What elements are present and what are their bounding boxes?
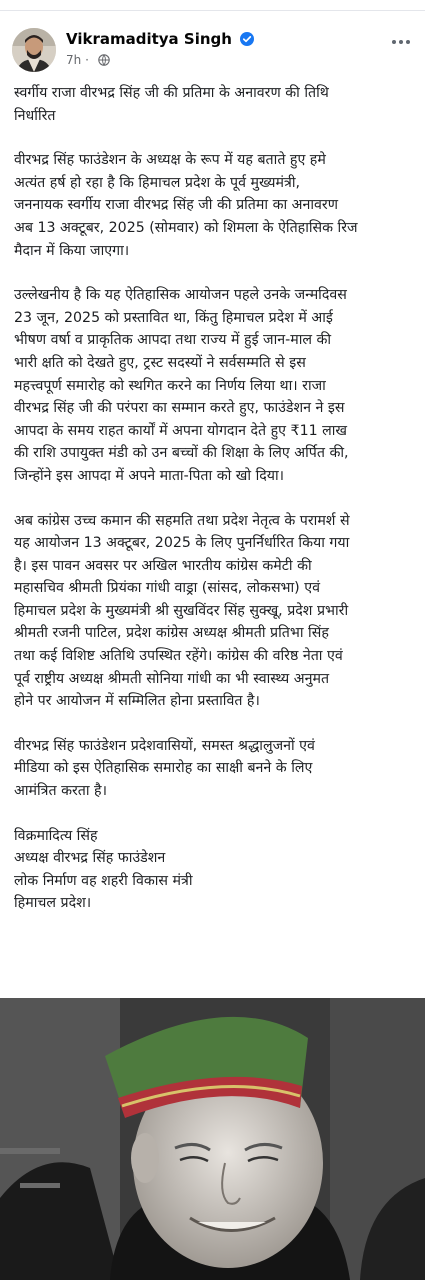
post-header bbox=[0, 20, 425, 72]
post-paragraph-3: अब कांग्रेस उच्च कमान की सहमति तथा प्रदेश नेतृत्व के परामर्श से यह आयोजन 13 अक्टूबर, 2025 के लिए पुनर्निर्धारित किया गया है। इस पावन अवसर पर अखिल भारतीय कांग्रेस कमेटी की महासचिव श्रीमती प्रियंका गांधी वाड्रा (सांसद, लोकसभा) एवं हिमाचल प्रदेश के मुख्यमंत्री श्री सुखविंदर सिंह सुक्खू, प्रदेश प्रभारी श्रीमती रजनी पाटिल, प्रदेश कांग्रेस अध्यक्ष श्रीमती प्रतिभा सिंह तथा कई विशिष्ट अतिथि उपस्थित रहेंगे। कांग्रेस की वरिष्ठ नेता एवं पूर्व राष्ट्रीय अध्यक्ष श्रीमती सोनिया गांधी का भी स्वास्थ्य अनुमत होने पर आयोजन में सम्मिलित होना प्रस्तावित है। bbox=[14, 512, 350, 710]
author-name[interactable] bbox=[66, 30, 254, 50]
meta-dot: · bbox=[81, 53, 89, 67]
more-options-icon[interactable] bbox=[389, 30, 413, 54]
post-meta bbox=[66, 53, 110, 69]
verified-badge-icon bbox=[240, 32, 254, 50]
post-title: स्वर्गीय राजा वीरभद्र सिंह जी की प्रतिमा के अनावरण की तिथि निर्धारित bbox=[14, 85, 329, 124]
post-paragraph-1: वीरभद्र सिंह फाउंडेशन के अध्यक्ष के रूप में यह बताते हुए हमे अत्यंत हर्ष हो रहा है कि हिमाचल प्रदेश के पूर्व मुख्यमंत्री, जननायक स्वर्गीय राजा वीरभद्र सिंह जी की प्रतिमा का अनावरण अब 13 अक्टूबर, 2025 (सोमवार) को शिमला के ऐतिहासिक रिज मैदान में किया जाएगा। bbox=[14, 152, 358, 259]
post-signature: विक्रमादित्य सिंह अध्यक्ष वीरभद्र सिंह फाउंडेशन लोक निर्माण वह शहरी विकास मंत्री हिमाचल प्रदेश। bbox=[14, 827, 193, 912]
avatar[interactable] bbox=[12, 28, 56, 72]
post-time[interactable]: 7h bbox=[66, 53, 82, 67]
post-paragraph-2: उल्लेखनीय है कि यह ऐतिहासिक आयोजन पहले उनके जन्मदिवस 23 जून, 2025 को प्रस्तावित था, किंतु हिमाचल प्रदेश में आई भीषण वर्षा व प्राकृतिक आपदा तथा राज्य में हुई जान-माल की भारी क्षति को देखते हुए, ट्रस्ट सदस्यों ने सर्वसम्मति से इस महत्त्वपूर्ण समारोह को स्थगित करने का निर्णय लिया था। राजा वीरभद्र सिंह जी की परंपरा का सम्मान करते हुए, फाउंडेशन ने इस आपदा के समय राहत कार्यों में अपना योगदान देते हुए ₹11 लाख की राशि उपायुक्त मंडी को उन बच्चों की शिक्षा के लिए अर्पित की, जिन्होंने इस आपदा में अपने माता-पिता को खो दिया। bbox=[14, 287, 349, 484]
post-paragraph-4: वीरभद्र सिंह फाउंडेशन प्रदेशवासियों, समस्त श्रद्धालुजनों एवं मीडिया को इस ऐतिहासिक समारोह का साक्षी बनने के लिए आमंत्रित करता है। bbox=[14, 737, 315, 800]
post-body bbox=[14, 82, 414, 915]
author-name-text[interactable]: Vikramaditya Singh bbox=[66, 30, 232, 48]
top-divider bbox=[0, 10, 425, 11]
post-photo[interactable] bbox=[0, 998, 425, 1280]
globe-icon bbox=[98, 54, 110, 69]
